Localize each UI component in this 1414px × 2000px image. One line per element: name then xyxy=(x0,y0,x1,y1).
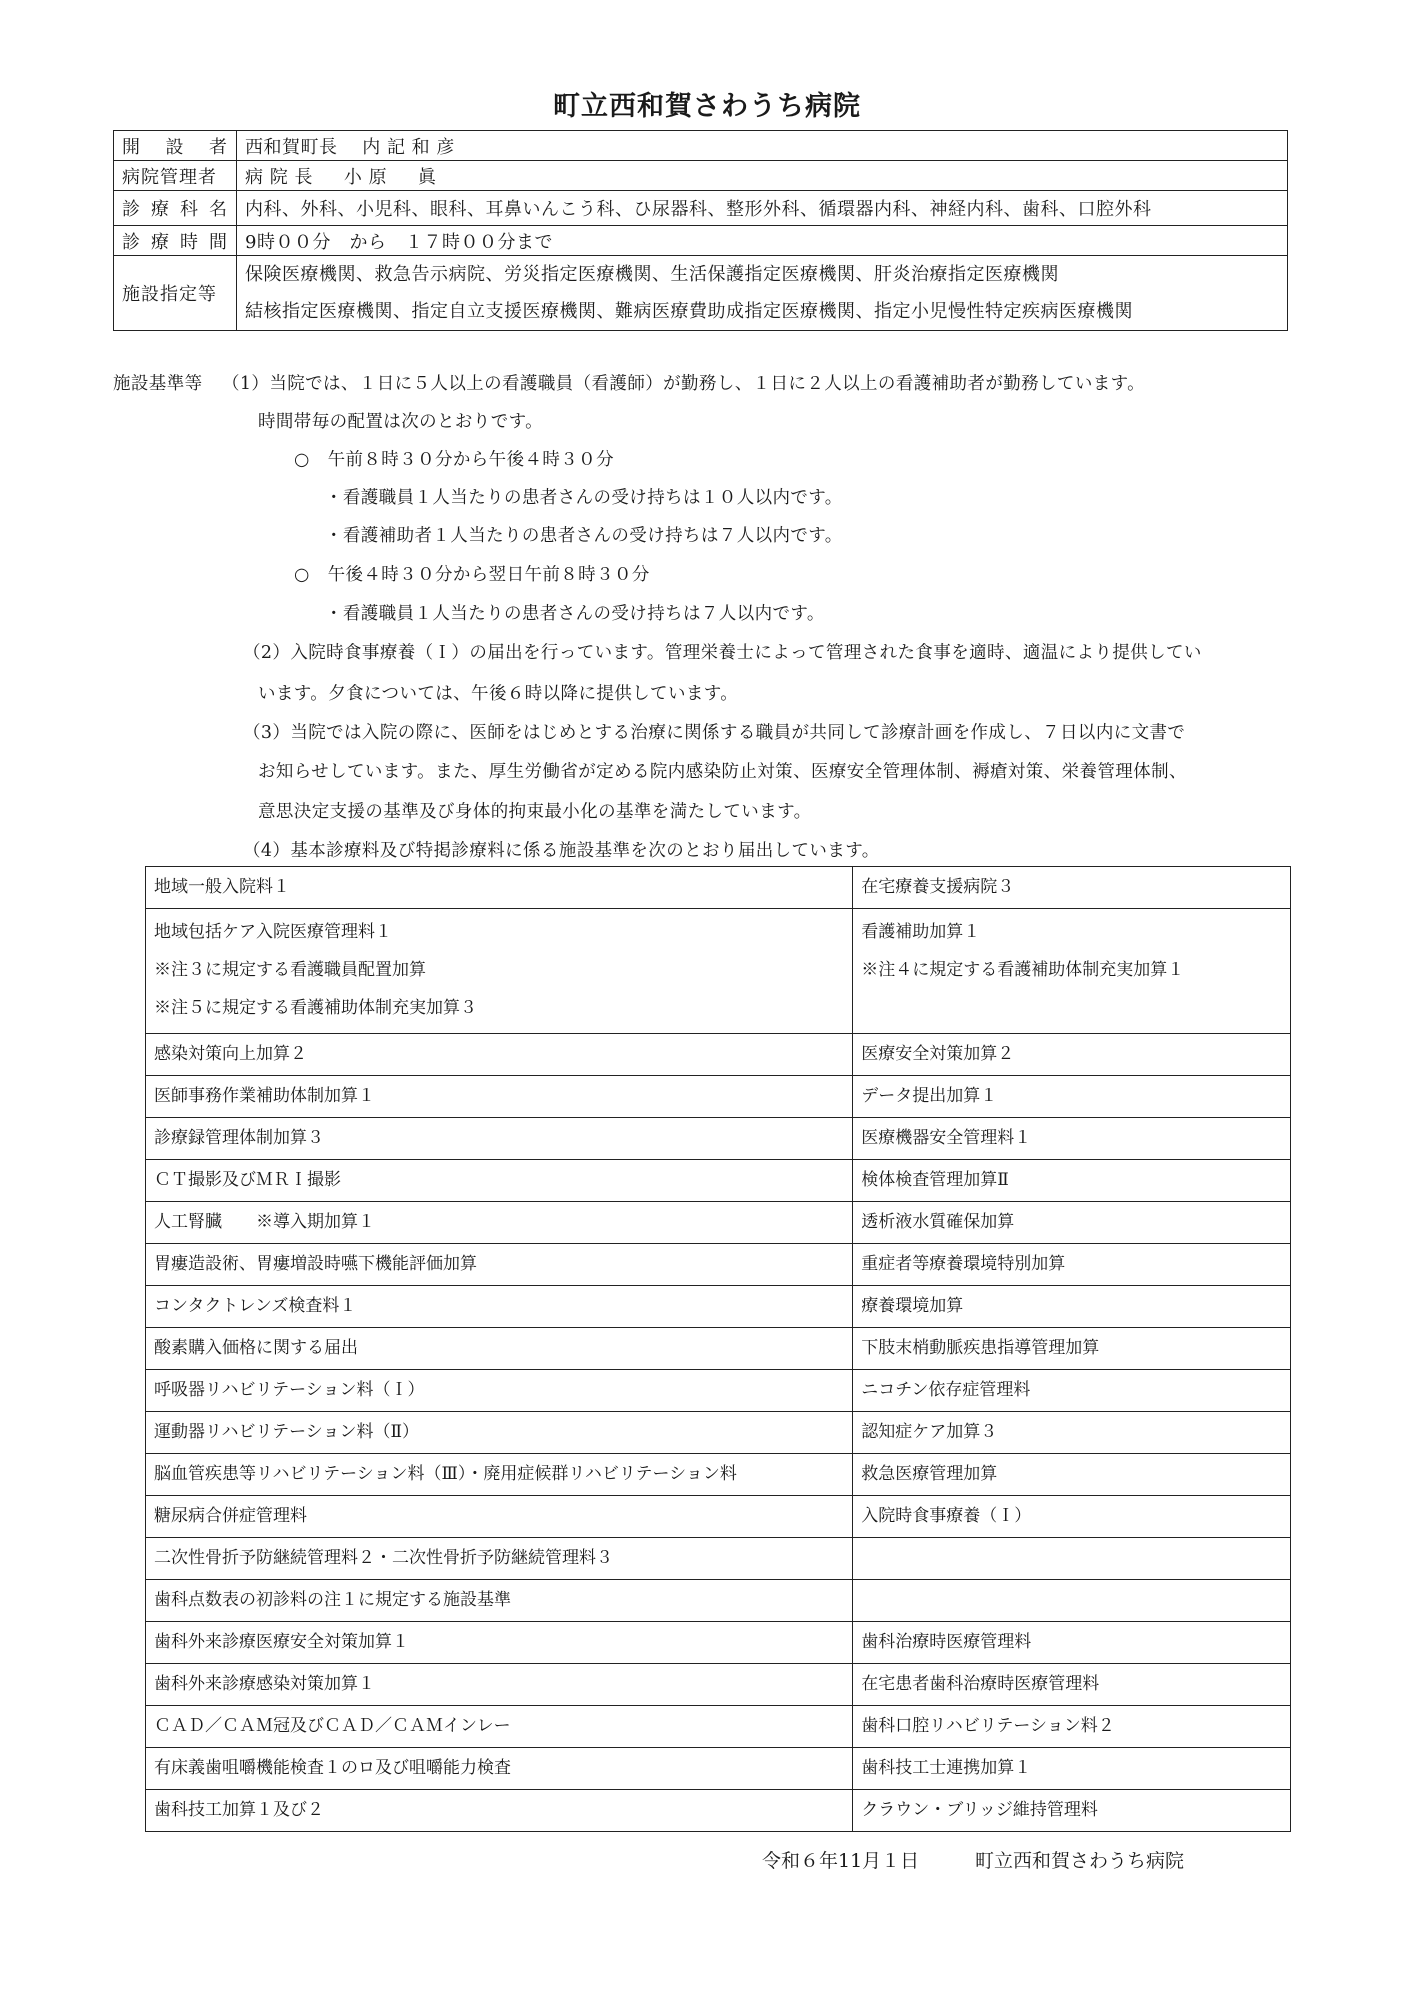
registration-cell-right xyxy=(853,1118,1291,1160)
shift2-note1: ・看護職員１人当たりの患者さんの受け持ちは７人以内です。 xyxy=(325,604,825,624)
registration-item: ニコチン依存症管理料 xyxy=(861,1380,1031,1400)
registration-cell-right xyxy=(853,1706,1291,1748)
registration-item: 人工腎臓 ※導入期加算１ xyxy=(154,1212,375,1232)
registration-item: 二次性骨折予防継続管理料２・二次性骨折予防継続管理料３ xyxy=(154,1548,613,1568)
registration-row xyxy=(146,1160,1291,1202)
registration-cell-right xyxy=(853,1790,1291,1832)
registration-cell-left xyxy=(146,1286,853,1328)
registration-cell-left xyxy=(146,1664,853,1706)
registration-item: コンタクトレンズ検査料１ xyxy=(154,1296,357,1316)
registration-row xyxy=(146,1454,1291,1496)
registration-cell-right xyxy=(853,1748,1291,1790)
registration-cell-left xyxy=(146,1160,853,1202)
registration-row xyxy=(146,1706,1291,1748)
info-row-founder xyxy=(114,131,1288,161)
standards-item2-line1: （2）入院時食事療養（Ｉ）の届出を行っています。管理栄養士によって管理された食事を適時、適温により提供してい xyxy=(243,643,1202,663)
registration-item: 医師事務作業補助体制加算１ xyxy=(154,1086,375,1106)
hours-value: 9時００分 から １７時００分まで xyxy=(237,226,1288,256)
registration-item: 歯科点数表の初診料の注１に規定する施設基準 xyxy=(154,1590,511,1610)
registration-cell-left xyxy=(146,1496,853,1538)
registration-item: 医療安全対策加算２ xyxy=(861,1044,1015,1064)
registration-cell-left xyxy=(146,1244,853,1286)
registration-item: 診療録管理体制加算３ xyxy=(154,1128,324,1148)
standards-item1-line2: 時間帯毎の配置は次のとおりです。 xyxy=(258,412,543,432)
registration-item: 歯科外来診療医療安全対策加算１ xyxy=(154,1632,409,1652)
registration-cell-right xyxy=(853,1076,1291,1118)
registration-cell-left xyxy=(146,867,853,909)
registration-item: ※注３に規定する看護職員配置加算 xyxy=(154,960,426,980)
designation-value xyxy=(237,256,1288,331)
designation-label: 施設指定等 xyxy=(114,256,237,331)
registration-item: 歯科外来診療感染対策加算１ xyxy=(154,1674,375,1694)
registration-row xyxy=(146,1202,1291,1244)
registration-row xyxy=(146,1538,1291,1580)
manager-label: 病院管理者 xyxy=(114,161,237,191)
registration-cell-right xyxy=(853,1034,1291,1076)
standards-item2-line2: います。夕食については、午後６時以降に提供しています。 xyxy=(258,684,739,704)
registration-item: 感染対策向上加算２ xyxy=(154,1044,307,1064)
registration-cell-right xyxy=(853,1454,1291,1496)
registration-item: 透析液水質確保加算 xyxy=(861,1212,1015,1232)
registration-row xyxy=(146,1748,1291,1790)
registration-cell-left xyxy=(146,1454,853,1496)
registration-cell-right xyxy=(853,1370,1291,1412)
registration-item: 胃瘻造設術、胃瘻増設時嚥下機能評価加算 xyxy=(154,1254,477,1274)
registration-cell-right xyxy=(853,1244,1291,1286)
registration-item: 脳血管疾患等リハビリテーション料（Ⅲ）・廃用症候群リハビリテーション料 xyxy=(154,1464,737,1484)
registration-item: 歯科口腔リハビリテーション料２ xyxy=(861,1716,1115,1736)
info-row-departments xyxy=(114,191,1288,226)
registration-cell-left xyxy=(146,1412,853,1454)
footer-hospital: 町立西和賀さわうち病院 xyxy=(975,1850,1185,1872)
registration-row xyxy=(146,1412,1291,1454)
registration-row xyxy=(146,1664,1291,1706)
registration-item: 入院時食事療養（Ｉ） xyxy=(861,1506,1032,1526)
registration-item: ＣＡＤ／ＣＡＭ冠及びＣＡＤ／ＣＡＭインレー xyxy=(154,1716,511,1736)
registration-cell-left xyxy=(146,1748,853,1790)
registration-row xyxy=(146,1034,1291,1076)
registration-row xyxy=(146,867,1291,909)
registration-cell-right xyxy=(853,1580,1291,1622)
info-row-designation xyxy=(114,256,1288,331)
page-title: 町立西和賀さわうち病院 xyxy=(553,91,861,122)
registration-cell-left xyxy=(146,1370,853,1412)
registration-row xyxy=(146,1244,1291,1286)
registration-item: クラウン・ブリッジ維持管理料 xyxy=(861,1800,1098,1820)
shift1-title: ○ 午前８時３０分から午後４時３０分 xyxy=(294,450,614,470)
registration-row xyxy=(146,1076,1291,1118)
founder-value: 西和賀町長 内 記 和 彦 xyxy=(237,131,1288,161)
registration-cell-right xyxy=(853,1496,1291,1538)
registrations-table xyxy=(145,866,1291,1832)
registration-item: 検体検査管理加算Ⅱ xyxy=(861,1170,1009,1190)
registration-cell-left xyxy=(146,1118,853,1160)
registration-item: 重症者等療養環境特別加算 xyxy=(861,1254,1066,1274)
departments-value: 内科、外科、小児科、眼科、耳鼻いんこう科、ひ尿器科、整形外科、循環器内科、神経内科、歯科、口腔外科 xyxy=(237,191,1288,226)
registration-cell-left xyxy=(146,1202,853,1244)
founder-label: 開 設 者 xyxy=(114,131,237,161)
registration-cell-left xyxy=(146,1580,853,1622)
registration-row xyxy=(146,1790,1291,1832)
registration-cell-right xyxy=(853,1160,1291,1202)
registration-item: ＣＴ撮影及びＭＲＩ撮影 xyxy=(154,1170,341,1190)
registration-item: 呼吸器リハビリテーション料（Ｉ） xyxy=(154,1380,425,1400)
designation-line-1: 保険医療機関、救急告示病院、労災指定医療機関、生活保護指定医療機関、肝炎治療指定医療機関 xyxy=(245,264,1059,285)
registration-item: ※注５に規定する看護補助体制充実加算３ xyxy=(154,998,477,1018)
standards-item1-line1: （1）当院では、１日に５人以上の看護職員（看護師）が勤務し、１日に２人以上の看護補助者が勤務しています。 xyxy=(222,374,1146,394)
registration-cell-right xyxy=(853,1328,1291,1370)
registration-item: ※注４に規定する看護補助体制充実加算１ xyxy=(861,960,1185,980)
registration-cell-left xyxy=(146,1328,853,1370)
registration-cell-left xyxy=(146,909,853,1034)
registration-cell-left xyxy=(146,1538,853,1580)
standards-item3-line1: （3）当院では入院の際に、医師をはじめとする治療に関係する職員が共同して診療計画を作成し、７日以内に文書で xyxy=(243,723,1186,743)
registration-item: 看護補助加算１ xyxy=(861,922,981,942)
registration-cell-right xyxy=(853,1202,1291,1244)
registration-item: 有床義歯咀嚼機能検査１のロ及び咀嚼能力検査 xyxy=(154,1758,511,1778)
shift1-note1: ・看護職員１人当たりの患者さんの受け持ちは１０人以内です。 xyxy=(325,488,843,508)
standards-item3-line2: お知らせしています。また、厚生労働省が定める院内感染防止対策、医療安全管理体制、褥瘡対策、栄養管理体制、 xyxy=(258,762,1187,782)
info-row-hours xyxy=(114,226,1288,256)
registration-cell-right xyxy=(853,867,1291,909)
registration-item: 認知症ケア加算３ xyxy=(861,1422,998,1442)
registration-row xyxy=(146,1370,1291,1412)
registration-item: 医療機器安全管理料１ xyxy=(861,1128,1032,1148)
registration-item: データ提出加算１ xyxy=(861,1086,998,1106)
registration-cell-right xyxy=(853,909,1291,1034)
registration-row xyxy=(146,1496,1291,1538)
departments-label: 診 療 科 名 xyxy=(114,191,237,226)
hospital-info-table xyxy=(113,130,1288,331)
registration-item: 地域一般入院料１ xyxy=(154,877,290,897)
registration-cell-left xyxy=(146,1034,853,1076)
registration-item: 療養環境加算 xyxy=(861,1296,964,1316)
registration-item: 糖尿病合併症管理料 xyxy=(154,1506,307,1526)
registration-item: 運動器リハビリテーション料（Ⅱ） xyxy=(154,1422,420,1442)
hours-label: 診 療 時 間 xyxy=(114,226,237,256)
registration-item: 歯科治療時医療管理料 xyxy=(861,1632,1032,1652)
registration-cell-left xyxy=(146,1622,853,1664)
standards-item3-line3: 意思決定支援の基準及び身体的拘束最小化の基準を満たしています。 xyxy=(258,802,812,822)
registration-cell-right xyxy=(853,1622,1291,1664)
shift2-title: ○ 午後４時３０分から翌日午前８時３０分 xyxy=(294,565,650,585)
registration-item: 在宅患者歯科治療時医療管理料 xyxy=(861,1674,1100,1694)
registration-row xyxy=(146,1286,1291,1328)
registration-row xyxy=(146,1580,1291,1622)
registration-row xyxy=(146,1328,1291,1370)
registration-item: 歯科技工士連携加算１ xyxy=(861,1758,1032,1778)
registration-cell-left xyxy=(146,1076,853,1118)
registration-cell-right xyxy=(853,1286,1291,1328)
designation-line-2: 結核指定医療機関、指定自立支援医療機関、難病医療費助成指定医療機関、指定小児慢性特定疾病医療機関 xyxy=(245,301,1133,322)
registration-item: 地域包括ケア入院医療管理料１ xyxy=(154,922,392,942)
manager-value: 病 院 長 小 原 眞 xyxy=(237,161,1288,191)
registration-item: 歯科技工加算１及び２ xyxy=(154,1800,324,1820)
standards-label: 施設基準等 xyxy=(113,374,203,394)
footer-date: 令和６年11月１日 xyxy=(762,1850,920,1872)
info-row-manager xyxy=(114,161,1288,191)
registration-item: 下肢末梢動脈疾患指導管理加算 xyxy=(861,1338,1100,1358)
registration-cell-right xyxy=(853,1412,1291,1454)
registration-item: 酸素購入価格に関する届出 xyxy=(154,1338,358,1358)
registration-row xyxy=(146,1622,1291,1664)
shift1-note2: ・看護補助者１人当たりの患者さんの受け持ちは７人以内です。 xyxy=(325,526,843,546)
registration-cell-left xyxy=(146,1706,853,1748)
registration-row xyxy=(146,1118,1291,1160)
registration-cell-right xyxy=(853,1664,1291,1706)
registration-item: 救急医療管理加算 xyxy=(861,1464,998,1484)
registration-cell-left xyxy=(146,1790,853,1832)
standards-item4-line1: （4）基本診療料及び特掲診療料に係る施設基準を次のとおり届出しています。 xyxy=(243,841,880,861)
registration-cell-right xyxy=(853,1538,1291,1580)
registration-row xyxy=(146,909,1291,1034)
registration-item: 在宅療養支援病院３ xyxy=(861,877,1015,897)
